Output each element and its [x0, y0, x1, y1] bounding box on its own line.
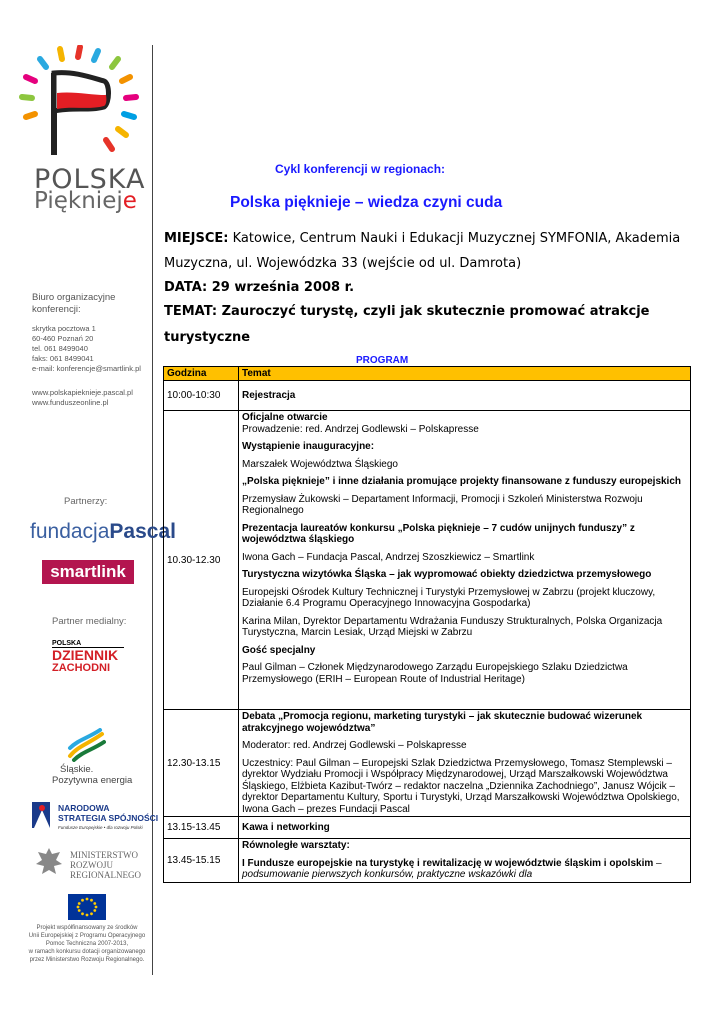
- location-text: Katowice, Centrum Nauki i Edukacji Muzycznej SYMFONIA, Akademia: [228, 231, 681, 246]
- nss-text: [58, 803, 158, 833]
- fundacja-text: fundacja: [30, 520, 110, 543]
- row-time: 10.30-12.30: [164, 411, 239, 710]
- table-row: [164, 817, 691, 839]
- session-speaker: Uczestnicy: Paul Gilman – Europejski Szlak Dziedzictwa Przemysłowego, Tomasz Stemplewski – dyrektor Wydziału Promocji i Współpracy Międzynarodowej, Urząd Marszałkowski Województwa Śląskiego, Elżbieta Kazibut-Twórz – redaktor naczelna „Dziennika Zachodniego”, Janusz Wójcik – dyrektor Departamentu Kultury, Sportu i Turystyki, Urząd Marszałkowski Województwa Opolskiego, Iwona Gach – prezes Fundacji Pascal: [242, 757, 680, 815]
- websites: [32, 388, 133, 408]
- location: [164, 228, 690, 250]
- mrr-line1: MINISTERSTWO: [70, 850, 138, 860]
- note-line: Projekt współfinansowany ze środków: [36, 925, 138, 931]
- mrr-line3: REGIONALNEGO: [70, 870, 141, 880]
- smartlink-logo: [42, 560, 134, 584]
- session-speaker: Europejski Ośrodek Kultury Technicznej i Turystyki Przemysłowej w Zabrzu (projekt kluczowy, Działanie 6.4 Programu Operacyjnego Innowacyjna Gospodarka): [242, 586, 656, 609]
- table-row: [164, 839, 691, 883]
- logo-text-polska: POLSKA: [34, 164, 146, 195]
- eu-cofinancing-note: [24, 924, 150, 964]
- note-line: Pomoc Techniczna 2007-2013,: [45, 941, 129, 947]
- website-link[interactable]: www.funduszeonline.pl: [32, 398, 109, 407]
- sidebar-divider: [152, 45, 153, 975]
- dziennik-title: DZIENNIK: [52, 647, 119, 663]
- logo-text-pieknieje: Pięknieje: [34, 188, 137, 214]
- session-speaker: Karina Milan, Dyrektor Departamentu Wdrażania Funduszy Strukturalnych, Polska Organizacja Turystyczna, Marcin Lesiak, Urząd Miejski w Zabrzu: [242, 615, 663, 638]
- note-line: w ramach konkursu dotacji organizowanego: [28, 949, 146, 955]
- session-title: Prezentacja laureatów konkursu „Polska piękniejе – 7 cudów unijnych funduszy” z województwa śląskiego: [242, 522, 635, 545]
- address-line: skrytka pocztowa 1: [32, 324, 96, 333]
- eagle-emblem-icon: [34, 846, 64, 878]
- nss-line2: STRATEGIA SPÓJNOŚCI: [58, 813, 159, 823]
- row-topic: Rejestracja: [239, 381, 691, 411]
- header-time: Godzina: [164, 367, 239, 381]
- program-heading: PROGRAM: [356, 355, 409, 366]
- note-line: Unii Europejskiej z Programu Operacyjnego: [28, 933, 146, 939]
- table-row: [164, 411, 691, 710]
- row-time: 10:00-10:30: [164, 381, 239, 411]
- session-title: Debata „Promocja regionu, marketing turystyki – jak skutecznie budować wizerunek atrakcyjnego województwa”: [242, 711, 643, 734]
- office-title: Biuro organizacyjne konferencji:: [32, 292, 116, 315]
- slaskie-logo-icon: [66, 728, 106, 762]
- table-header-row: [164, 367, 691, 381]
- session-item: [242, 412, 687, 435]
- event-date: DATA: 29 września 2008 r.: [164, 280, 355, 295]
- address-line: faks: 061 8499041: [32, 354, 94, 363]
- conference-series: Cykl konferencji w regionach:: [275, 162, 446, 176]
- nss-line1: NARODOWA: [58, 803, 110, 813]
- office-address: [32, 324, 141, 374]
- pascal-text: Pascal: [109, 520, 176, 543]
- note-line: przez Ministerstwo Rozwoju Regionalnego.: [29, 957, 145, 963]
- event-topic: TEMAT: Zauroczyć turystę, czyli jak skutecznie promować atrakcje: [164, 304, 650, 319]
- session-speaker: Prowadzenie: red. Andrzej Godlewski – Polskapresse: [242, 423, 479, 435]
- event-topic-cont: turystyczne: [164, 330, 251, 345]
- session-speaker: Przemysław Żukowski – Departament Informacji, Promocji i Szkoleń Ministerstwa Rozwoju Regionalnego: [242, 493, 643, 516]
- row-topic: [239, 710, 691, 817]
- header-topic: Temat: [239, 367, 691, 381]
- session-item: [242, 858, 687, 881]
- session-title: Wystąpienie inauguracyjne:: [242, 441, 375, 452]
- row-topic: Kawa i networking: [239, 817, 691, 839]
- program-table: [163, 366, 691, 883]
- session-speaker: Iwona Gach – Fundacja Pascal, Andrzej Szoszkiewicz – Smartlink: [242, 551, 535, 563]
- website-link[interactable]: www.polskapiekniejе.pascal.pl: [32, 388, 133, 397]
- slaskie-name: Śląskie.: [60, 764, 94, 775]
- row-topic: [239, 411, 691, 710]
- session-title: Turystyczna wizytówka Śląska – jak wypromować obiekty dziedzictwa przemysłowego: [242, 569, 652, 580]
- session-speaker: Moderator: red. Andrzej Godlewski – Polskapresse: [242, 740, 467, 751]
- event-info: [164, 228, 690, 349]
- polska-pieknieje-logo-icon: [18, 45, 148, 160]
- session-title: „Polska piękniejе” i inne działania promujące projekty finansowane z funduszy europejskich: [242, 476, 682, 487]
- slaskie-text: [52, 764, 133, 786]
- conference-title: Polska piękniejе – wiedza czyni cuda: [230, 194, 503, 211]
- session-description: – podsumowanie pierwszych konkursów, praktyczne wskazówki dla: [242, 857, 662, 880]
- table-row: [164, 381, 691, 411]
- mrr-line2: ROZWOJU: [70, 860, 113, 870]
- dziennik-zachodni-logo: [52, 640, 124, 674]
- media-partner-label: Partner medialny:: [52, 616, 127, 627]
- session-speaker: Marszałek Województwa Śląskiego: [242, 458, 398, 470]
- session-title: I Fundusze europejskie na turystykę i rewitalizację w województwie śląskim i opolskim: [242, 857, 654, 869]
- session-title: Gość specjalny: [242, 644, 316, 656]
- fundacja-pascal-logo: [30, 520, 176, 544]
- mrr-text: [70, 850, 141, 880]
- eu-flag-icon: [68, 894, 106, 920]
- location-text-cont: Muzyczna, ul. Wojewódzka 33 (wejście od ul. Damrota): [164, 256, 522, 271]
- address-line: tel. 061 8499040: [32, 344, 88, 353]
- session-title: Równoległe warsztaty:: [242, 840, 350, 851]
- dziennik-polska: POLSKA: [52, 640, 124, 648]
- nss-logo-icon: [30, 800, 54, 830]
- row-time: 13.45-15.15: [164, 839, 239, 883]
- partners-label: Partnerzy:: [64, 496, 108, 507]
- session-speaker: Paul Gilman – Członek Międzynarodowego Zarządu Europejskiego Szlaku Dziedzictwa Przemysłowego (ERIH – European Route of Industrial Heritage): [242, 662, 628, 685]
- email-link[interactable]: e-mail: konferencje@smartlink.pl: [32, 364, 141, 373]
- location-label: MIEJSCE:: [164, 231, 229, 246]
- slaskie-slogan: Pozytywna energia: [52, 775, 133, 786]
- dziennik-subtitle: ZACHODNI: [52, 662, 111, 674]
- smartlink-text: smartlink: [50, 562, 126, 581]
- row-topic: [239, 839, 691, 883]
- table-row: [164, 710, 691, 817]
- row-time: 13.15-13.45: [164, 817, 239, 839]
- session-title: Oficjalne otwarcie: [242, 412, 328, 423]
- nss-line3: Fundusze Europejskie • dla rozwoju Polski: [58, 825, 143, 830]
- address-line: 60-460 Poznań 20: [32, 334, 94, 343]
- row-time: 12.30-13.15: [164, 710, 239, 817]
